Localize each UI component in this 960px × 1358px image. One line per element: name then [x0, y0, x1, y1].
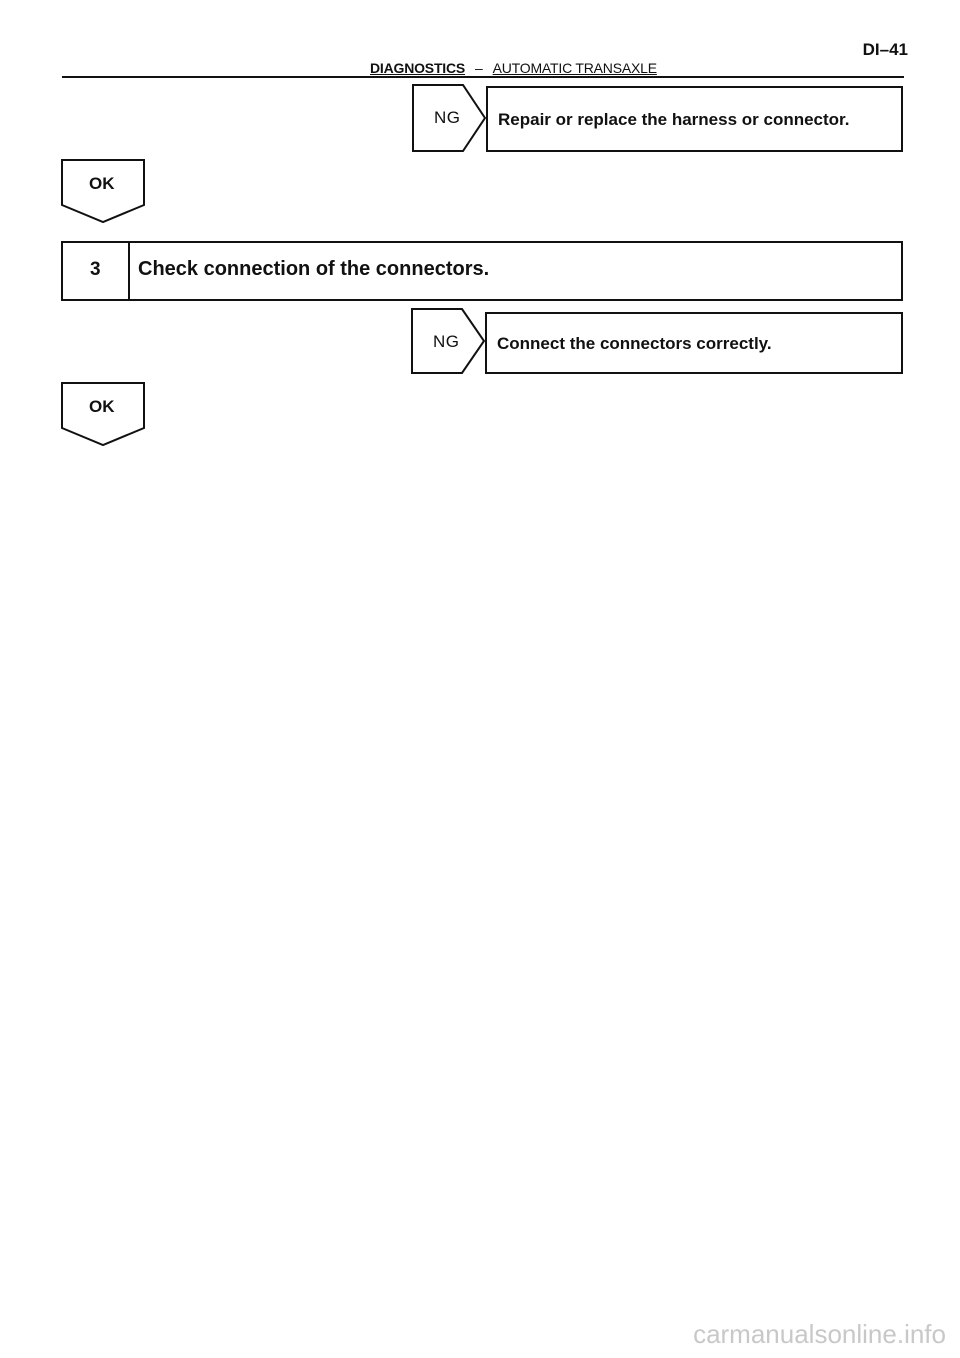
header-subsection: AUTOMATIC TRANSAXLE [492, 60, 657, 76]
ng-label-1: NG [434, 108, 461, 127]
header-separator: – [475, 60, 483, 76]
ok-label-2: OK [89, 397, 115, 416]
ok-label-1: OK [89, 174, 115, 193]
ng-label-2: NG [433, 332, 460, 351]
page-number: DI–41 [862, 40, 908, 59]
ng-action-text-1: Repair or replace the harness or connector. [498, 110, 850, 129]
step-text-3: Check connection of the connectors. [138, 258, 490, 280]
watermark: carmanualsonline.info [693, 1319, 946, 1349]
step-number-3: 3 [90, 259, 101, 280]
header-section: DIAGNOSTICS [370, 60, 466, 76]
ng-action-text-2: Connect the connectors correctly. [497, 334, 772, 353]
